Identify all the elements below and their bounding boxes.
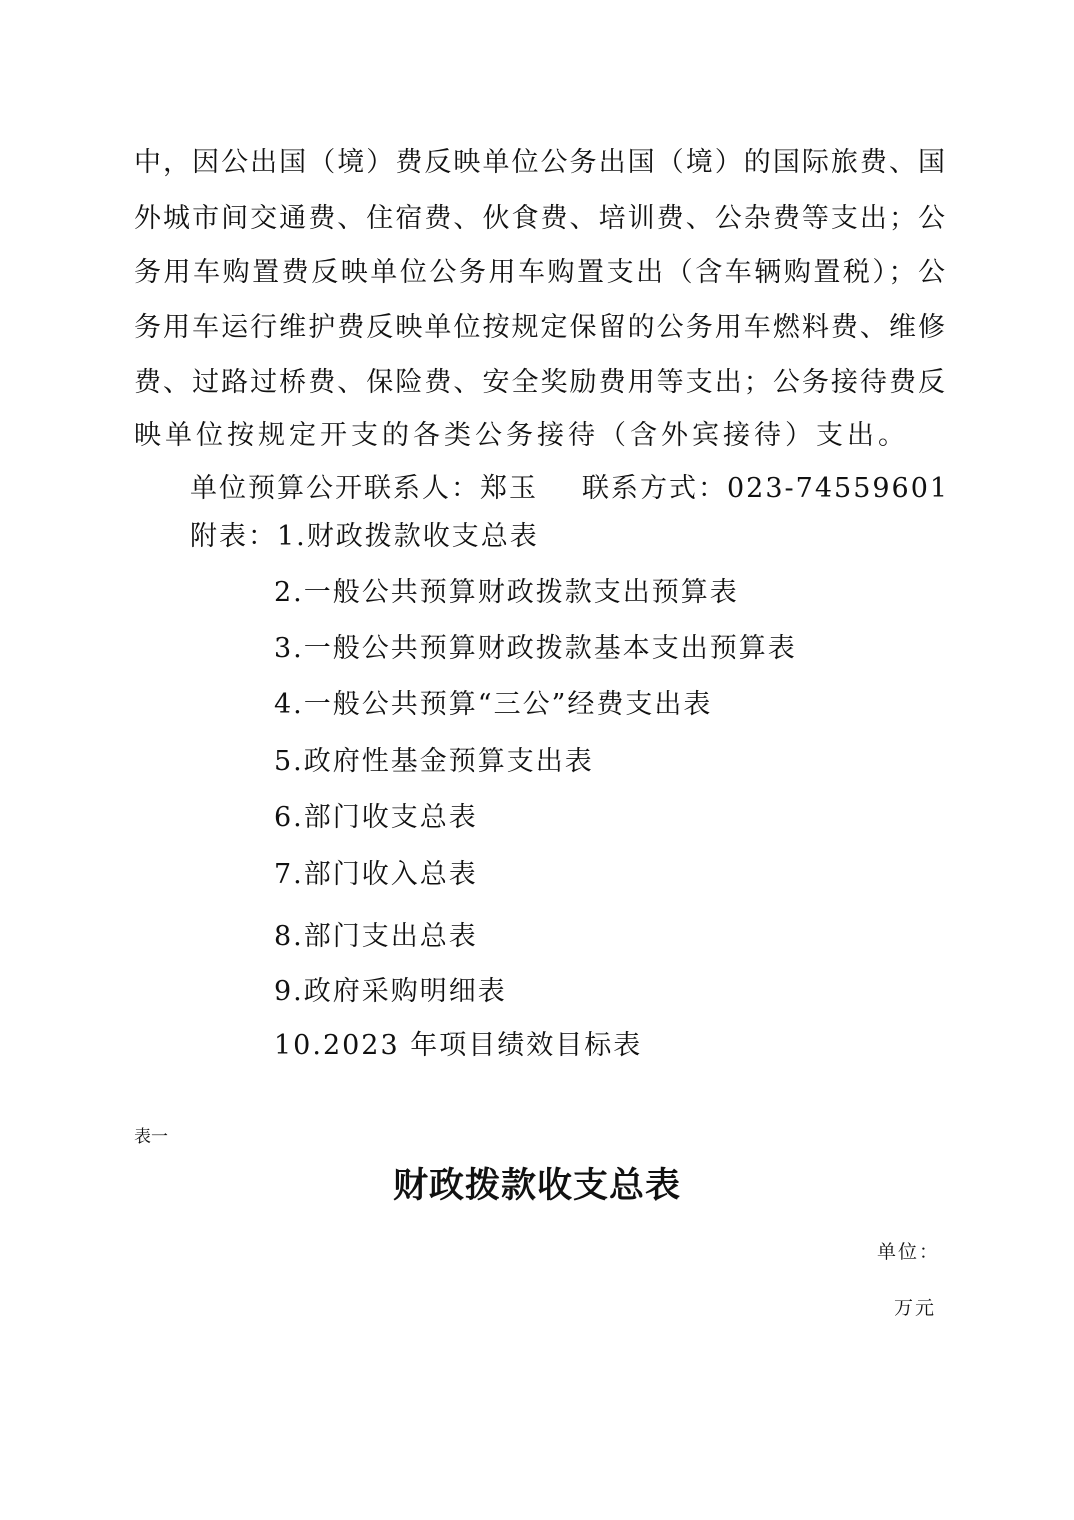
attachment-item: 5.政府性基金预算支出表 [274,746,594,777]
contact-phone: 联系方式：023-74559601 [582,473,950,504]
table-number-label: 表一 [134,1127,168,1147]
table-title: 财政拨款收支总表 [392,1165,681,1206]
attachment-item: 2.一般公共预算财政拨款支出预算表 [274,577,739,608]
contact-line [190,472,949,506]
unit-label: 单位： [876,1241,940,1263]
attachment-item: 9.政府采购明细表 [274,976,507,1007]
paragraph-line: 务用车运行维护费反映单位按规定保留的公务用车燃料费、维修 [134,312,946,343]
contact-person: 单位预算公开联系人：郑玉 [190,473,538,504]
attachment-item: 7.部门收入总表 [274,859,478,890]
paragraph-line: 务用车购置费反映单位公务用车购置支出（含车辆购置税）；公 [134,257,946,288]
attachment-heading: 附表：1.财政拨款收支总表 [190,521,539,552]
paragraph-line: 映单位按规定开支的各类公务接待（含外宾接待）支出。 [134,420,909,451]
unit-value: 万元 [893,1297,936,1319]
paragraph-line: 中，因公出国（境）费反映单位公务出国（境）的国际旅费、国 [134,147,946,178]
attachment-item: 3.一般公共预算财政拨款基本支出预算表 [274,633,797,664]
paragraph-line: 费、过路过桥费、保险费、安全奖励费用等支出；公务接待费反 [134,367,946,398]
attachment-item: 8.部门支出总表 [274,921,478,952]
attachment-item: 4.一般公共预算“三公”经费支出表 [274,689,713,720]
attachment-item: 6.部门收支总表 [274,802,478,833]
paragraph-line: 外城市间交通费、住宿费、伙食费、培训费、公杂费等支出；公 [134,203,946,234]
attachment-item: 10.2023 年项目绩效目标表 [274,1030,643,1061]
